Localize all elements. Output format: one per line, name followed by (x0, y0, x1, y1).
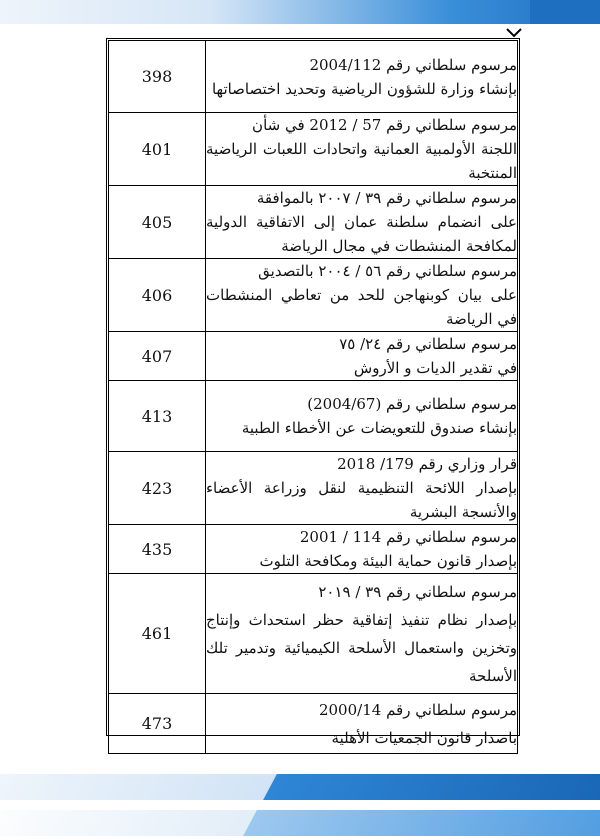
decree-entry (206, 259, 518, 332)
page-number: 473 (109, 694, 206, 754)
decree-title: قرار وزاري رقم 179/ 2018 (337, 455, 517, 473)
table-row (109, 694, 518, 754)
decree-title: مرسوم سلطاني رقم 114 / 2001 (299, 528, 517, 546)
decree-subject: اللجنة الأولمبية العمانية واتحادات اللعبات الرياضية المنتخبة (206, 140, 517, 182)
chevron-down-icon (506, 28, 522, 38)
decree-title: مرسوم سلطاني رقم (2004/67) (307, 395, 517, 413)
table-row (109, 186, 518, 259)
table-row (109, 525, 518, 574)
decree-title: مرسوم سلطاني رقم ٣٩ / ٢٠١٩ (318, 582, 517, 601)
page-number: 407 (109, 332, 206, 381)
decree-subject: على بيان كوبنهاجن للحد من تعاطي المنشطات في الرياضة (206, 286, 517, 328)
decree-entry (206, 381, 518, 452)
page-number: 435 (109, 525, 206, 574)
decree-title: مرسوم سلطاني رقم ٣٩ / ٢٠٠٧ بالموافقة (256, 189, 517, 207)
header-banner (0, 0, 600, 24)
table-row (109, 452, 518, 525)
decree-title: مرسوم سلطاني رقم 2004/112 (309, 55, 517, 74)
decree-title: مرسوم سلطاني رقم ٢٤/ ٧٥ (339, 335, 517, 353)
decree-subject: بإنشاء صندوق للتعويضات عن الأخطاء الطبية (241, 419, 517, 437)
decree-entry (206, 452, 518, 525)
decree-subject: بإصدار اللائحة التنظيمية لنقل وزراعة الأعضاء والأنسجة البشرية (206, 479, 517, 521)
decree-entry (206, 574, 518, 694)
decree-subject: في تقدير الديات و الأروش (353, 359, 517, 377)
decree-subject: باصدار قانون الجمعيات الأهلية (331, 728, 517, 747)
table-row (109, 381, 518, 452)
table-row (109, 113, 518, 186)
decree-entry (206, 332, 518, 381)
table-row (109, 574, 518, 694)
page-number: 413 (109, 381, 206, 452)
contents-table (108, 40, 518, 754)
decree-entry (206, 694, 518, 754)
decree-title: مرسوم سلطاني رقم ٥٦ / ٢٠٠٤ بالتصديق (258, 262, 517, 280)
decree-entry (206, 525, 518, 574)
decree-entry (206, 113, 518, 186)
table-row (109, 259, 518, 332)
page-number: 461 (109, 574, 206, 694)
page-number: 405 (109, 186, 206, 259)
decree-subject: بإصدار نظام تنفيذ إتفاقية حظر استحداث وإنتاج وتخزين واستعمال الأسلحة الكيميائية وتدمير تلك الأسلحة (206, 610, 517, 685)
decree-entry (206, 186, 518, 259)
decree-entry (206, 41, 518, 113)
table-row (109, 41, 518, 113)
decree-subject: بإصدار قانون حماية البيئة ومكافحة التلوث (259, 552, 517, 570)
page-number: 406 (109, 259, 206, 332)
decree-subject: بإنشاء وزارة للشؤون الرياضية وتحديد اختصاصاتها (211, 79, 517, 98)
footer-banner (0, 762, 600, 840)
header-banner-accent (530, 0, 600, 24)
page-number: 401 (109, 113, 206, 186)
page-number: 398 (109, 41, 206, 113)
table-row (109, 332, 518, 381)
page-number: 423 (109, 452, 206, 525)
decree-title: مرسوم سلطاني رقم 2000/14 (318, 700, 517, 719)
decree-title: مرسوم سلطاني رقم 57 / 2012 في شأن (252, 116, 517, 134)
decree-subject: على انضمام سلطنة عمان إلى الاتفاقية الدولية لمكافحة المنشطات في مجال الرياضة (206, 213, 517, 255)
